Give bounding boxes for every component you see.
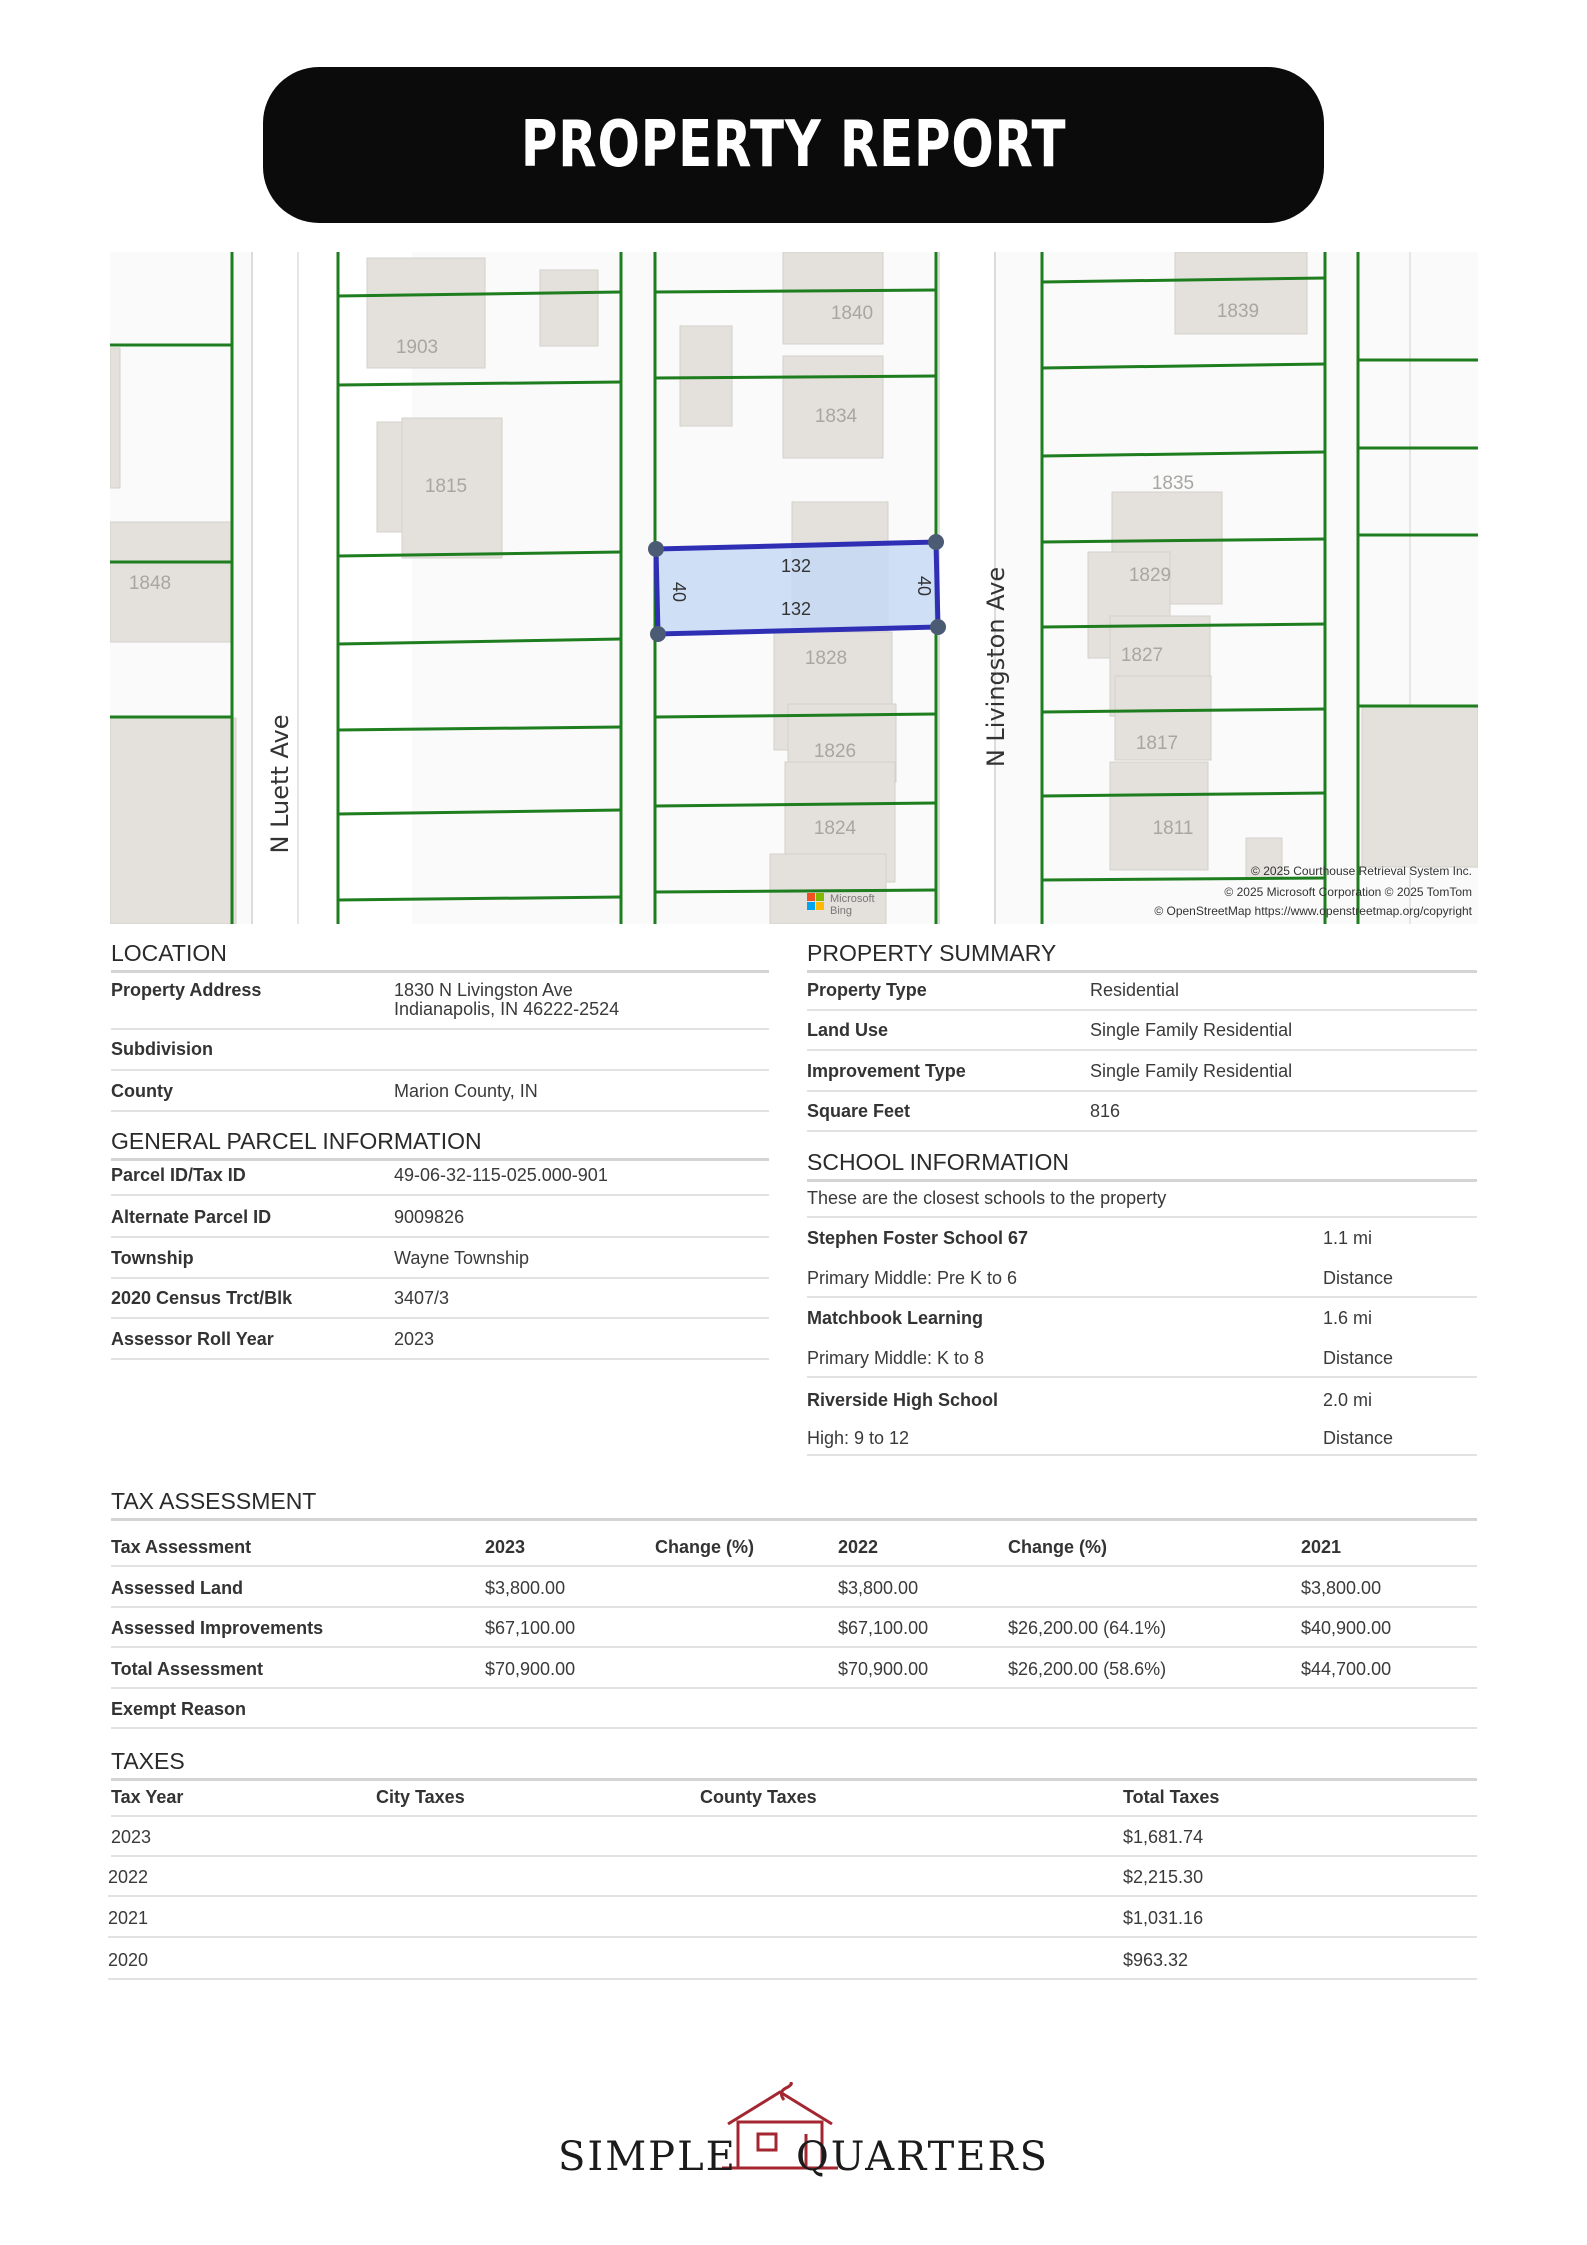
logo-word-right: QUARTERS xyxy=(796,2134,1049,2180)
summary-section-title: PROPERTY SUMMARY xyxy=(807,940,1477,973)
table-row xyxy=(111,1827,1477,1857)
property-address: 1830 N Livingston Ave xyxy=(394,980,573,1000)
taxes-header-row xyxy=(111,1787,1477,1817)
report-title-banner xyxy=(263,67,1324,223)
field-label: Parcel ID/Tax ID xyxy=(111,1165,246,1185)
school-item xyxy=(807,1390,1477,1456)
tax-year: 2023 xyxy=(111,1827,152,1847)
table-row xyxy=(108,1867,1477,1897)
field-label: Township xyxy=(111,1248,194,1268)
field-label: Square Feet xyxy=(807,1101,911,1121)
total-taxes: $963.32 xyxy=(1123,1950,1189,1970)
location-row xyxy=(111,1039,769,1071)
house-number: 1826 xyxy=(813,741,857,762)
parcel-dimension: 40 xyxy=(914,575,934,597)
page-title: PROPERTY REPORT xyxy=(520,108,1067,182)
field-label: Alternate Parcel ID xyxy=(111,1207,272,1227)
field-label: County xyxy=(111,1081,173,1101)
house-number: 1848 xyxy=(128,573,172,594)
tax-assessment-section-title: TAX ASSESSMENT xyxy=(111,1488,1477,1521)
house-number: 1827 xyxy=(1120,645,1164,666)
tax-year: 2020 xyxy=(108,1950,149,1970)
parcel-map[interactable] xyxy=(110,252,1478,924)
parcel-map-canvas xyxy=(110,252,1478,924)
summary-row xyxy=(807,1020,1477,1051)
distance-label: Distance xyxy=(1323,1428,1394,1448)
field-value: 9009826 xyxy=(394,1207,465,1227)
field-label: Subdivision xyxy=(111,1039,214,1059)
column-header: City Taxes xyxy=(376,1787,465,1807)
column-header: 2023 xyxy=(485,1537,526,1557)
location-row xyxy=(111,1081,769,1112)
house-number: 1815 xyxy=(424,476,468,497)
row-label: Exempt Reason xyxy=(111,1699,247,1719)
property-address-line2: Indianapolis, IN 46222-2524 xyxy=(394,999,620,1019)
total-taxes: $1,031.16 xyxy=(1123,1908,1204,1928)
summary-row xyxy=(807,980,1477,1011)
house-number: 1829 xyxy=(1128,565,1172,586)
taxes-section-title: TAXES xyxy=(111,1748,1477,1781)
summary-row xyxy=(807,1061,1477,1092)
table-row xyxy=(108,1908,1477,1938)
subject-parcel[interactable] xyxy=(648,534,946,642)
table-row xyxy=(111,1699,1477,1729)
table-row xyxy=(108,1950,1477,1980)
school-grades: High: 9 to 12 xyxy=(807,1428,910,1448)
distance-label: Distance xyxy=(1323,1268,1394,1288)
field-label: Improvement Type xyxy=(807,1061,966,1081)
field-value: 3407/3 xyxy=(394,1288,450,1308)
street-label: N Luett Ave xyxy=(266,714,294,854)
column-header: 2021 xyxy=(1301,1537,1342,1557)
parcel-row xyxy=(111,1248,769,1279)
table-cell: $3,800.00 xyxy=(838,1578,919,1598)
parcel-row xyxy=(111,1288,769,1319)
house-number: 1840 xyxy=(830,303,874,324)
tax-year: 2021 xyxy=(108,1908,149,1928)
house-number: 1811 xyxy=(1152,818,1194,839)
school-grades: Primary Middle: K to 8 xyxy=(807,1348,985,1368)
table-row xyxy=(111,1618,1477,1648)
column-header: Change (%) xyxy=(655,1537,754,1557)
field-value: Marion County, IN xyxy=(394,1081,538,1101)
table-row xyxy=(111,1659,1477,1689)
field-label: Land Use xyxy=(807,1020,889,1040)
school-distance: 1.6 mi xyxy=(1323,1308,1373,1328)
logo-word-left: SIMPLE xyxy=(558,2134,737,2180)
simple-quarters-logo xyxy=(558,2082,1049,2182)
house-number: 1828 xyxy=(804,648,848,669)
field-label: Assessor Roll Year xyxy=(111,1329,274,1349)
table-cell: $3,800.00 xyxy=(485,1578,566,1598)
field-value: 2023 xyxy=(394,1329,435,1349)
tax-year: 2022 xyxy=(108,1867,149,1887)
parcel-dimension: 40 xyxy=(669,581,689,603)
parcel-dimension: 132 xyxy=(780,599,812,619)
table-cell: $70,900.00 xyxy=(485,1659,576,1679)
parcel-row xyxy=(111,1207,769,1238)
house-number: 1834 xyxy=(814,406,858,427)
street-label: N Livingston Ave xyxy=(982,566,1010,768)
table-cell: $67,100.00 xyxy=(838,1618,929,1638)
column-header: 2022 xyxy=(838,1537,879,1557)
field-label: Property Address xyxy=(111,980,262,1000)
map-attribution[interactable]: © OpenStreetMap https://www.openstreetmap.org/copyright xyxy=(1154,904,1472,918)
parcel-section-title: GENERAL PARCEL INFORMATION xyxy=(111,1128,769,1161)
field-value: Single Family Residential xyxy=(1090,1020,1293,1040)
tax-assessment-header-row xyxy=(111,1537,1477,1567)
school-name: Stephen Foster School 67 xyxy=(807,1228,1029,1248)
table-cell: $26,200.00 (64.1%) xyxy=(1008,1618,1167,1638)
table-cell: $67,100.00 xyxy=(485,1618,576,1638)
table-cell: $44,700.00 xyxy=(1301,1659,1392,1679)
table-cell: $26,200.00 (58.6%) xyxy=(1008,1659,1167,1679)
parcel-row xyxy=(111,1165,769,1196)
map-attribution[interactable]: © 2025 Courthouse Retrieval System Inc. xyxy=(1251,864,1472,878)
school-section-title: SCHOOL INFORMATION xyxy=(807,1149,1477,1182)
parcel-dimension: 132 xyxy=(780,556,812,576)
school-item xyxy=(807,1228,1477,1298)
school-grades: Primary Middle: Pre K to 6 xyxy=(807,1268,1018,1288)
total-taxes: $1,681.74 xyxy=(1123,1827,1204,1847)
total-taxes: $2,215.30 xyxy=(1123,1867,1204,1887)
field-value: 816 xyxy=(1090,1101,1121,1121)
house-number: 1835 xyxy=(1151,473,1195,494)
house-number: 1817 xyxy=(1135,733,1179,754)
column-header: Tax Year xyxy=(111,1787,184,1807)
house-number: 1903 xyxy=(395,337,439,358)
house-number: 1839 xyxy=(1216,301,1260,322)
field-value: Residential xyxy=(1090,980,1180,1000)
school-name: Matchbook Learning xyxy=(807,1308,984,1328)
distance-label: Distance xyxy=(1323,1348,1394,1368)
row-label: Assessed Land xyxy=(111,1578,244,1598)
map-attribution[interactable]: © 2025 Microsoft Corporation © 2025 TomTom xyxy=(1224,885,1472,899)
row-label: Total Assessment xyxy=(111,1659,264,1679)
field-label: 2020 Census Trct/Blk xyxy=(111,1288,293,1308)
svg-text:Microsoft: Microsoft xyxy=(830,893,875,905)
summary-row xyxy=(807,1101,1477,1132)
parcel-row xyxy=(111,1329,769,1360)
field-value: 49-06-32-115-025.000-901 xyxy=(394,1165,608,1185)
school-intro: These are the closest schools to the property xyxy=(807,1188,1167,1208)
school-distance: 1.1 mi xyxy=(1323,1228,1373,1248)
column-header: Change (%) xyxy=(1008,1537,1107,1557)
column-header: County Taxes xyxy=(700,1787,817,1807)
field-label: Property Type xyxy=(807,980,927,1000)
table-row xyxy=(111,1578,1477,1608)
school-name: Riverside High School xyxy=(807,1390,999,1410)
table-cell: $3,800.00 xyxy=(1301,1578,1382,1598)
column-header: Tax Assessment xyxy=(111,1537,252,1557)
location-section-title: LOCATION xyxy=(111,940,769,973)
row-label: Assessed Improvements xyxy=(111,1618,324,1638)
field-value: Wayne Township xyxy=(394,1248,530,1268)
svg-text:Bing: Bing xyxy=(830,905,853,917)
column-header: Total Taxes xyxy=(1123,1787,1220,1807)
table-cell: $70,900.00 xyxy=(838,1659,929,1679)
school-distance: 2.0 mi xyxy=(1323,1390,1373,1410)
school-intro-row xyxy=(807,1188,1477,1218)
location-row xyxy=(111,980,769,1030)
table-cell: $40,900.00 xyxy=(1301,1618,1392,1638)
field-value: Single Family Residential xyxy=(1090,1061,1293,1081)
house-number: 1824 xyxy=(813,818,857,839)
school-item xyxy=(807,1308,1477,1378)
